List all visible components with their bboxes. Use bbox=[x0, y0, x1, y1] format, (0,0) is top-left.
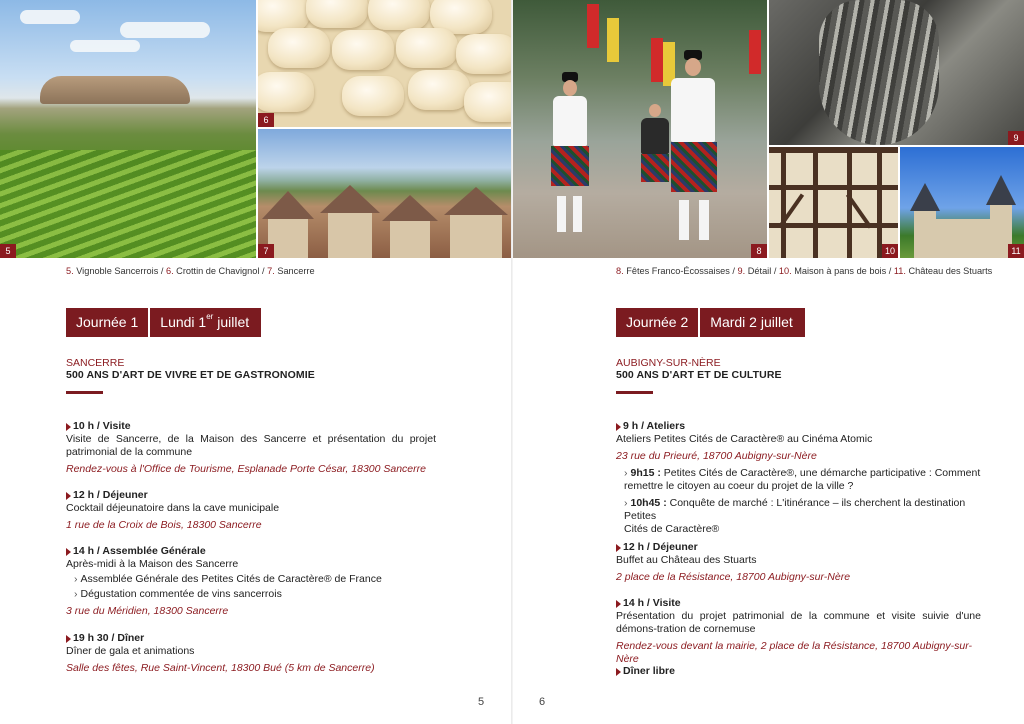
piper-shirt bbox=[553, 96, 587, 146]
day-1-event bbox=[66, 489, 436, 532]
photo-vineyard-sancerre bbox=[0, 0, 256, 258]
photo-chateau-des-stuarts bbox=[900, 147, 1024, 258]
page-number-right: 6 bbox=[539, 696, 546, 708]
event-time-text: 14 h / Visite bbox=[623, 597, 681, 609]
day-1-event bbox=[66, 545, 436, 618]
sub-item-text: Assemblée Générale des Petites Cités de Caractère® de France bbox=[80, 573, 382, 585]
day-1-event bbox=[66, 420, 436, 476]
event-time-text: 10 h / Visite bbox=[73, 420, 131, 432]
caption-text: Château des Stuarts bbox=[905, 266, 993, 276]
house-wall-shape bbox=[450, 213, 502, 258]
sub-item-text-line2: remettre le citoyen au coeur du projet de la ville ? bbox=[624, 480, 854, 492]
chevron-right-icon: › bbox=[624, 467, 628, 479]
roof-shape bbox=[382, 195, 438, 221]
house-wall-shape bbox=[328, 211, 372, 258]
piper-kilt bbox=[671, 142, 717, 192]
day-1-label: Journée 1 bbox=[66, 308, 148, 337]
event-address: 2 place de la Résistance, 18700 Aubigny-sur-Nère bbox=[616, 571, 851, 583]
day-2-event bbox=[616, 665, 981, 678]
event-time-text: 12 h / Déjeuner bbox=[73, 489, 148, 501]
roof-shape bbox=[320, 185, 380, 213]
event-time-text: 9 h / Ateliers bbox=[623, 420, 686, 432]
cheese-shape bbox=[258, 72, 314, 112]
chevron-right-icon: › bbox=[624, 497, 628, 509]
cheese-shape bbox=[408, 70, 470, 110]
section-rule bbox=[66, 391, 103, 394]
photo-pipers-parade bbox=[513, 0, 767, 258]
event-address: Salle des fêtes, Rue Saint-Vincent, 18300 Bué (5 km de Sancerre) bbox=[66, 662, 375, 674]
caption-number: 5. bbox=[66, 266, 74, 276]
event-time bbox=[66, 545, 436, 558]
cloud-shape bbox=[120, 22, 210, 38]
chevron-right-icon: › bbox=[74, 588, 78, 600]
section-rule bbox=[616, 391, 653, 394]
photo-number-badge: 10 bbox=[882, 244, 898, 258]
event-description: Buffet au Château des Stuarts bbox=[616, 554, 757, 566]
cheese-shape bbox=[464, 82, 511, 122]
bullet-triangle-icon bbox=[66, 635, 71, 643]
sub-item-text: Petites Cités de Caractère®, une démarche participative : Comment bbox=[660, 467, 981, 479]
piper-kilt bbox=[551, 146, 589, 186]
cheese-shape bbox=[342, 76, 404, 116]
event-time-text: 12 h / Déjeuner bbox=[623, 541, 698, 553]
cheese-shape bbox=[396, 28, 458, 68]
day-2-theme: 500 ANS D'ART ET DE CULTURE bbox=[616, 369, 782, 381]
piper-sock bbox=[679, 200, 689, 240]
bullet-triangle-icon bbox=[616, 423, 621, 431]
caption-number: 9. bbox=[737, 266, 746, 276]
day-2-event bbox=[616, 597, 981, 666]
photo-sancerre-rooftops bbox=[258, 129, 511, 258]
event-address: 23 rue du Prieuré, 18700 Aubigny-sur-Nère bbox=[616, 450, 817, 462]
caption-text: Détail / bbox=[745, 266, 779, 276]
timber-beam bbox=[781, 147, 786, 258]
day-1-date bbox=[150, 308, 261, 337]
flag-shape bbox=[651, 38, 663, 82]
event-sub-item bbox=[616, 497, 981, 536]
day-2-event bbox=[616, 541, 981, 584]
event-time bbox=[66, 420, 436, 433]
piper-shirt bbox=[671, 78, 715, 142]
event-time-text: 14 h / Assemblée Générale bbox=[73, 545, 206, 557]
piper-kilt bbox=[641, 154, 669, 182]
event-time bbox=[616, 665, 981, 678]
event-sub-item bbox=[66, 573, 436, 586]
cheese-shape bbox=[456, 34, 511, 74]
photo-number-badge: 8 bbox=[751, 244, 767, 258]
sub-item-text: Conquête de marché : L'itinérance – ils cherchent la destination Petites bbox=[624, 497, 966, 522]
tower-shape bbox=[936, 219, 990, 258]
spire-shape bbox=[986, 175, 1016, 205]
bullet-triangle-icon bbox=[66, 492, 71, 500]
event-description: Présentation du projet patrimonial de la commune et visite suivie d'une démons-tration de cornemuse bbox=[616, 610, 981, 635]
tower-shape bbox=[914, 209, 936, 258]
page-number-left: 5 bbox=[478, 696, 485, 708]
day-2-date: Mardi 2 juillet bbox=[700, 308, 804, 337]
photo-captions-left bbox=[66, 266, 315, 276]
piper-head bbox=[685, 58, 701, 76]
piper-head bbox=[563, 80, 577, 96]
page-gutter bbox=[511, 0, 513, 724]
bullet-triangle-icon bbox=[66, 423, 71, 431]
timber-beam bbox=[813, 147, 818, 258]
caption-number: 8. bbox=[616, 266, 624, 276]
photo-number-badge: 9 bbox=[1008, 131, 1024, 145]
day-1-event bbox=[66, 632, 436, 675]
cheese-shape bbox=[332, 30, 394, 70]
event-sub-item bbox=[616, 467, 981, 493]
hilltop-town-shape bbox=[40, 76, 190, 104]
day-2-program bbox=[616, 357, 981, 677]
caption-number: 6. bbox=[165, 266, 174, 276]
event-address: Rendez-vous devant la mairie, 2 place de la Résistance, 18700 Aubigny-sur-Nère bbox=[616, 640, 973, 665]
event-time-text: Dîner libre bbox=[623, 665, 675, 677]
cheese-shape bbox=[306, 0, 368, 28]
cloud-shape bbox=[20, 10, 80, 24]
photo-wood-carving-detail bbox=[769, 0, 1024, 145]
carving-shape bbox=[819, 0, 939, 145]
bullet-triangle-icon bbox=[66, 548, 71, 556]
day-1-header bbox=[66, 308, 261, 337]
vine-rows-shape bbox=[0, 150, 256, 258]
house-wall-shape bbox=[390, 219, 430, 258]
bullet-triangle-icon bbox=[616, 544, 621, 552]
sub-item-time: 9h15 : bbox=[630, 467, 661, 479]
caption-number: 7. bbox=[267, 266, 275, 276]
spire-shape bbox=[910, 183, 940, 211]
piper-head bbox=[649, 104, 661, 117]
event-description: Cocktail déjeunatoire dans la cave municipale bbox=[66, 502, 280, 514]
event-description: Dîner de gala et animations bbox=[66, 645, 195, 657]
event-time bbox=[66, 489, 436, 502]
photo-number-badge: 11 bbox=[1008, 244, 1024, 258]
flag-shape bbox=[749, 30, 761, 74]
caption-text: Vignoble Sancerrois / bbox=[73, 266, 166, 276]
caption-number: 11. bbox=[893, 266, 906, 276]
photo-half-timbered-house bbox=[769, 147, 898, 258]
photo-number-badge: 7 bbox=[258, 244, 274, 258]
sub-item-text: Dégustation commentée de vins sancerrois bbox=[80, 588, 282, 600]
cheese-shape bbox=[368, 0, 430, 30]
piper-sock bbox=[557, 196, 566, 232]
event-time bbox=[616, 420, 981, 433]
day-1-theme: 500 ANS D'ART DE VIVRE ET DE GASTRONOMIE bbox=[66, 369, 315, 381]
piper-sock bbox=[699, 200, 709, 240]
sub-item-text-line2: Cités de Caractère® bbox=[624, 523, 720, 535]
event-time bbox=[66, 632, 436, 645]
caption-text: Crottin de Chavignol / bbox=[173, 266, 268, 276]
event-sub-item bbox=[66, 588, 436, 601]
roof-shape bbox=[444, 187, 508, 215]
timber-beam bbox=[877, 147, 882, 258]
day-2-header bbox=[616, 308, 805, 337]
event-address: Rendez-vous à l'Office de Tourisme, Esplanade Porte César, 18300 Sancerre bbox=[66, 463, 426, 475]
photo-captions-right bbox=[616, 266, 992, 276]
day-1-place: SANCERRE bbox=[66, 357, 125, 369]
event-time-text: 19 h 30 / Dîner bbox=[73, 632, 145, 644]
day-2-event bbox=[616, 420, 981, 536]
photo-number-badge: 5 bbox=[0, 244, 16, 258]
chevron-right-icon: › bbox=[74, 573, 78, 585]
day-1-date-month: juillet bbox=[213, 314, 250, 330]
bullet-triangle-icon bbox=[616, 600, 621, 608]
event-description: Visite de Sancerre, de la Maison des Sancerre et présentation du projet patrimonial de la commune bbox=[66, 433, 436, 458]
event-time bbox=[616, 597, 981, 610]
event-description: Après-midi à la Maison des Sancerre bbox=[66, 558, 239, 570]
piper-sock bbox=[573, 196, 582, 232]
event-description: Ateliers Petites Cités de Caractère® au Cinéma Atomic bbox=[616, 433, 873, 445]
event-time bbox=[616, 541, 981, 554]
piper-shirt bbox=[641, 118, 669, 154]
cloud-shape bbox=[70, 40, 140, 52]
day-1-date-superscript: er bbox=[206, 312, 214, 321]
caption-text: Sancerre bbox=[274, 266, 315, 276]
day-2-label: Journée 2 bbox=[616, 308, 698, 337]
caption-number: 10. bbox=[778, 266, 792, 276]
photo-number-badge: 6 bbox=[258, 113, 274, 127]
photo-crottin-cheese bbox=[258, 0, 511, 127]
caption-text: Fêtes Franco-Écossaises / bbox=[623, 266, 738, 276]
house-wall-shape bbox=[268, 217, 308, 258]
day-2-place: AUBIGNY-SUR-NÈRE bbox=[616, 357, 721, 369]
flag-shape bbox=[607, 18, 619, 62]
sub-item-time: 10h45 : bbox=[630, 497, 667, 509]
roof-shape bbox=[262, 191, 314, 219]
caption-text: Maison à pans de bois / bbox=[791, 266, 894, 276]
bullet-triangle-icon bbox=[616, 668, 621, 676]
cheese-shape bbox=[268, 28, 330, 68]
flag-shape bbox=[587, 4, 599, 48]
event-address: 1 rue de la Croix de Bois, 18300 Sancerre bbox=[66, 519, 262, 531]
day-1-date-text: Lundi 1 bbox=[160, 314, 207, 330]
event-address: 3 rue du Méridien, 18300 Sancerre bbox=[66, 605, 229, 617]
day-1-program bbox=[66, 357, 436, 674]
